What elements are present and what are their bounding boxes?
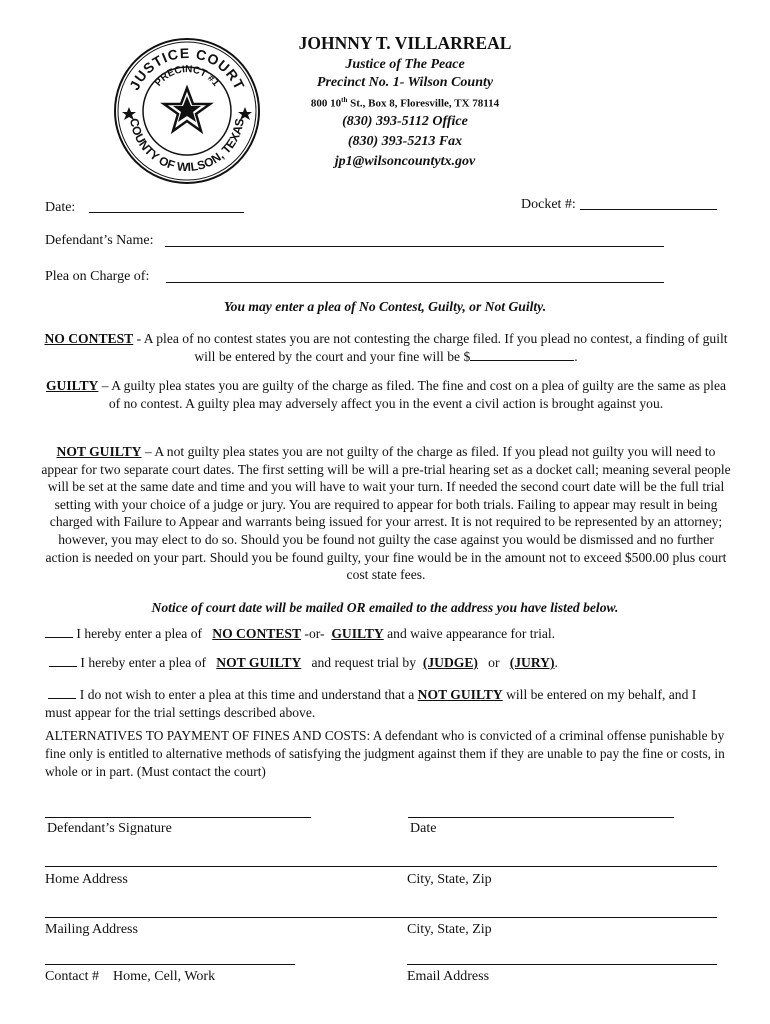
mailing-address-field[interactable]	[45, 917, 717, 918]
docket-label: Docket #:	[521, 197, 576, 212]
fine-amount-blank[interactable]	[470, 348, 574, 361]
not-guilty-term: NOT GUILTY	[56, 444, 142, 459]
no-contest-paragraph: NO CONTEST - A plea of no contest states you are not contesting the charge filed. If you plead no contest, a finding of guilt will be entered by the court and your fine will be $ .	[44, 331, 728, 364]
charge-field[interactable]	[166, 282, 664, 283]
date-label: Date:	[45, 200, 76, 215]
seal-bottom-text: COUNTY OF WILSON, TEXAS	[127, 117, 247, 175]
precinct: Precinct No. 1- Wilson County	[316, 75, 494, 90]
signature-date-field[interactable]	[408, 817, 674, 818]
fax-number: (830) 393-5213 Fax	[347, 133, 463, 149]
option-3-checkbox[interactable]	[48, 686, 76, 699]
option-1-checkbox[interactable]	[45, 625, 73, 638]
mailing-address-label: Mailing Address	[45, 922, 138, 937]
mailing-city-state-zip-label: City, State, Zip	[407, 922, 492, 937]
notice-line: Notice of court date will be mailed OR emailed to the address you have listed below.	[151, 600, 619, 615]
home-address-label: Home Address	[45, 872, 128, 887]
home-city-state-zip-label: City, State, Zip	[407, 872, 492, 887]
home-address-field[interactable]	[45, 866, 717, 867]
office-phone: (830) 393-5112 Office	[342, 113, 468, 129]
no-contest-term: NO CONTEST	[44, 331, 134, 346]
court-seal	[112, 36, 262, 186]
letterhead	[280, 32, 530, 172]
guilty-term: GUILTY	[45, 378, 99, 393]
not-guilty-paragraph: NOT GUILTY – A not guilty plea states you are not guilty of the charge as filed. If you plead not guilty you will need to appear for two separate court dates. The first setting will be will a pre-trial hearing set as a docket call; meaning several people will be set at the same date and time and you will have to wait your turn. If needed the second court date will be the full trial setting with your choice of a judge or jury. You are required to appear for both trials. Failing to appear may result in being charged with Failure to Appear and warrants being issued for your arrest. It is not required to be represented by an attorney; however, you may elect to do so. Should you be found not guilty the case against you would be dismissed and no further action is needed on your part. Should you be found guilty, your fine would be in the amount not to exceed $500.00 plus court cost state fees.	[41, 444, 731, 583]
email-address-field[interactable]	[407, 964, 717, 965]
defendant-signature-label: Defendant’s Signature	[47, 821, 172, 836]
seal-small-star-left-icon	[122, 107, 136, 120]
option-no-contest-guilty: I hereby enter a plea of NO CONTEST -or- GUILTY and waive appearance for trial.	[45, 625, 555, 642]
contact-number-label: Contact # Home, Cell, Work	[45, 969, 216, 984]
docket-field[interactable]	[580, 209, 717, 210]
defendant-name-field[interactable]	[165, 246, 664, 247]
option-no-plea: I do not wish to enter a plea at this time and understand that a NOT GUILTY will be entered on my behalf, and I must appear for the trial settings described above.	[45, 687, 697, 720]
defendant-signature-field[interactable]	[45, 817, 311, 818]
option-2-checkbox[interactable]	[49, 654, 77, 667]
charge-label: Plea on Charge of:	[45, 269, 150, 284]
signature-date-label: Date	[410, 821, 437, 836]
court-address: 800 10th St., Box 8, Floresville, TX 78114	[310, 96, 500, 110]
plea-intro: You may enter a plea of No Contest, Guilty, or Not Guilty.	[223, 299, 547, 314]
email-address-label: Email Address	[407, 969, 490, 984]
court-email: jp1@wilsoncountytx.gov	[334, 153, 476, 169]
alternatives-notice: ALTERNATIVES TO PAYMENT OF FINES AND COSTS: A defendant who is convicted of a criminal offense punishable by fine only is entitled to alternative methods of satisfying the judgment against them if they are unable to pay the fine or costs, in whole or in part. (Must contact the court)	[45, 728, 725, 780]
judge-name: JOHNNY T. VILLARREAL	[298, 33, 512, 53]
date-field[interactable]	[89, 212, 244, 213]
seal-top-text: JUSTICE COURT	[125, 44, 248, 93]
seal-inner-text: PRECINCT #1	[152, 64, 222, 89]
option-not-guilty-trial: I hereby enter a plea of NOT GUILTY and request trial by (JUDGE) or (JURY).	[49, 654, 558, 671]
contact-number-field[interactable]	[45, 964, 295, 965]
guilty-paragraph: GUILTY – A guilty plea states you are guilty of the charge as filed. The fine and cost on a plea of guilty are the same as plea of no contest. A guilty plea may adversely affect you in the event a civil action is brought against you.	[45, 378, 727, 411]
defendant-name-label: Defendant’s Name:	[45, 233, 154, 248]
seal-small-star-right-icon	[238, 107, 252, 120]
judge-title: Justice of The Peace	[345, 57, 465, 72]
